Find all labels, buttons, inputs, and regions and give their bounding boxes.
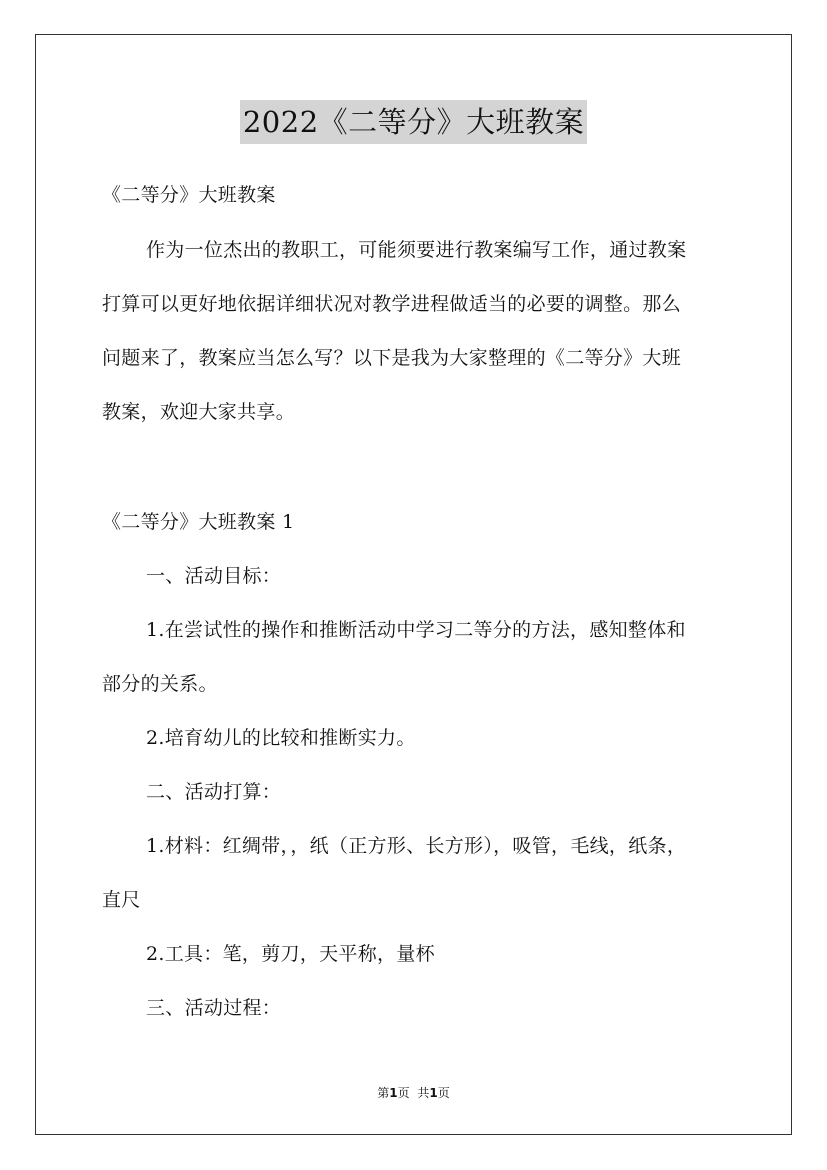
goal-2: 2.培育幼儿的比较和推断实力。 bbox=[146, 727, 416, 749]
goal-1-line-2: 部分的关系。 bbox=[102, 673, 218, 695]
intro-line-2: 打算可以更好地依据详细状况对教学进程做适当的必要的调整。那么 bbox=[102, 293, 682, 315]
intro-line-3: 问题来了，教案应当怎么写？以下是我为大家整理的《二等分》大班 bbox=[102, 347, 682, 369]
document-title: 2022《二等分》大班教案 bbox=[240, 100, 587, 144]
title-container bbox=[0, 100, 827, 144]
goals-heading: 一、活动目标： bbox=[146, 565, 282, 587]
footer-total-number: 1 bbox=[429, 1086, 438, 1100]
footer-page-number: 1 bbox=[389, 1086, 398, 1100]
section-title: 《二等分》大班教案 1 bbox=[102, 511, 295, 533]
process-heading: 三、活动过程： bbox=[146, 997, 282, 1019]
goal-1-line-1: 1.在尝试性的操作和推断活动中学习二等分的方法，感知整体和 bbox=[146, 619, 686, 641]
prep-heading: 二、活动打算： bbox=[146, 781, 282, 803]
footer-total-prefix: 共 bbox=[417, 1086, 430, 1100]
prep-1-line-1: 1.材料：红绸带，，纸（正方形、长方形），吸管，毛线，纸条， bbox=[146, 835, 687, 857]
subtitle: 《二等分》大班教案 bbox=[102, 184, 276, 206]
prep-2: 2.工具：笔，剪刀，天平称，量杯 bbox=[146, 943, 435, 965]
intro-line-1: 作为一位杰出的教职工，可能须要进行教案编写工作，通过教案 bbox=[146, 239, 687, 261]
page-footer bbox=[0, 1084, 827, 1101]
footer-page-suffix: 页 bbox=[397, 1086, 410, 1100]
footer-total-suffix: 页 bbox=[437, 1086, 450, 1100]
footer-page-prefix: 第 bbox=[377, 1086, 390, 1100]
prep-1-line-2: 直尺 bbox=[102, 889, 141, 911]
intro-line-4: 教案，欢迎大家共享。 bbox=[102, 401, 296, 423]
